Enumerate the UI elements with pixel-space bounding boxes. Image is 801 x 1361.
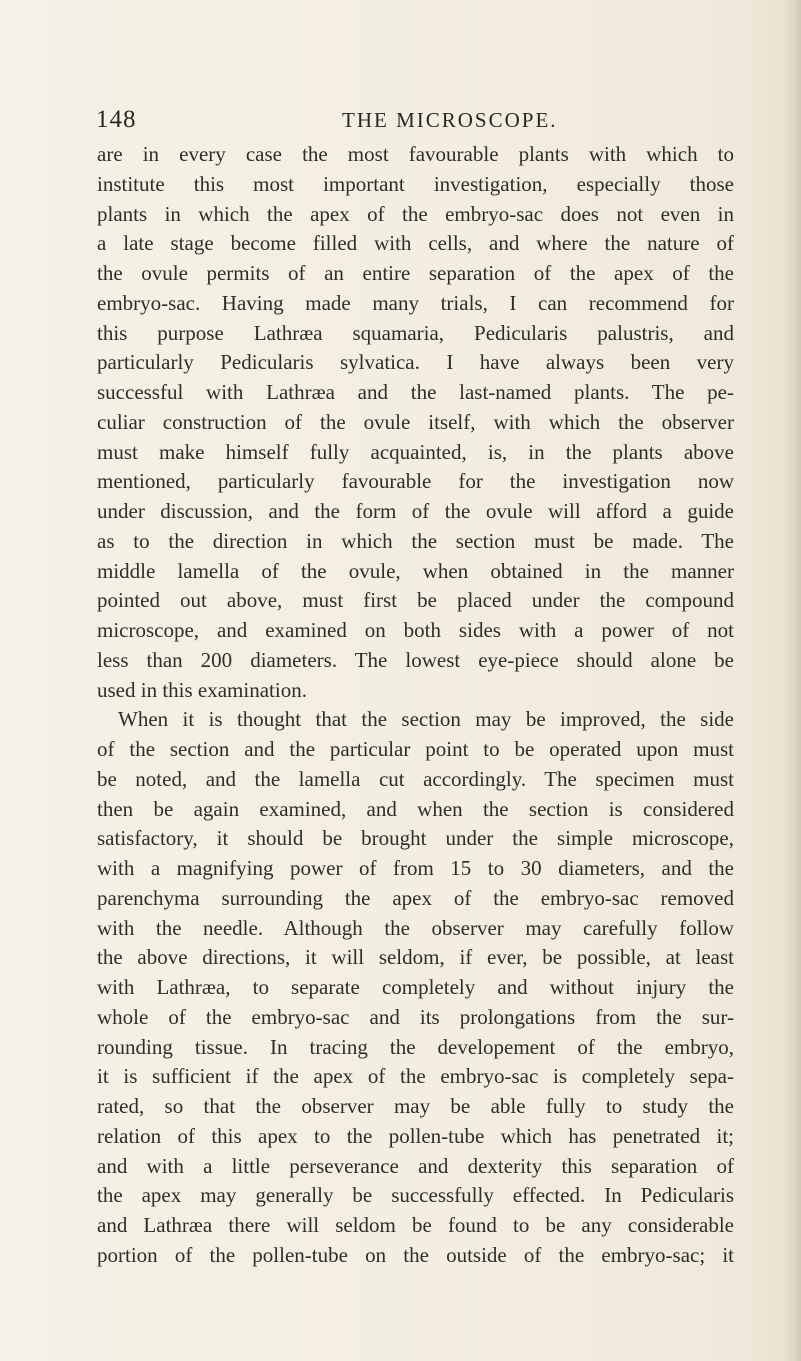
text-line: middle lamella of the ovule, when obtained in the manner bbox=[97, 558, 734, 583]
text-line: under discussion, and the form of the ovule will afford a guide bbox=[97, 499, 734, 523]
text-line: with Lathræa, to separate completely and without injury the bbox=[97, 975, 734, 999]
text-line: with the needle. Although the observer may carefully follow bbox=[97, 915, 734, 940]
text-line: it is sufficient if the apex of the embryo-sac is completely sepa- bbox=[97, 1064, 734, 1089]
text-line: plants in which the apex of the embryo-sac does not even in bbox=[97, 201, 734, 226]
text-line: be noted, and the lamella cut accordingly. The specimen must bbox=[97, 766, 734, 791]
text-line: rounding tissue. In tracing the developement of the embryo, bbox=[97, 1034, 734, 1059]
running-head: THE MICROSCOPE. bbox=[342, 108, 558, 132]
text-line: the apex may generally be successfully effected. In Pedicularis bbox=[97, 1183, 734, 1208]
paragraph-2 bbox=[97, 705, 734, 1270]
paragraph-1 bbox=[97, 140, 734, 705]
text-line: satisfactory, it should be brought under the simple microscope, bbox=[97, 826, 734, 851]
text-line: institute this most important investigation, especially those bbox=[97, 171, 734, 196]
page-edge-shadow bbox=[783, 0, 801, 1361]
text-line: and Lathræa there will seldom be found to be any considerable bbox=[97, 1213, 734, 1237]
text-line: as to the direction in which the section must be made. The bbox=[97, 528, 734, 553]
text-line: pointed out above, must first be placed under the compound bbox=[97, 588, 734, 613]
text-line: used in this examination. bbox=[97, 677, 307, 702]
text-line: and with a little perseverance and dexterity this separation of bbox=[97, 1153, 734, 1178]
text-line: less than 200 diameters. The lowest eye-piece should alone be bbox=[97, 647, 734, 672]
text-line: culiar construction of the ovule itself, with which the observer bbox=[97, 409, 734, 434]
text-line: with a magnifying power of from 15 to 30 diameters, and the bbox=[97, 856, 734, 880]
text-line: particularly Pedicularis sylvatica. I have always been very bbox=[97, 350, 734, 375]
text-line: rated, so that the observer may be able fully to study the bbox=[97, 1094, 734, 1118]
text-line: successful with Lathræa and the last-named plants. The pe- bbox=[97, 380, 734, 404]
body-text bbox=[97, 140, 734, 1271]
text-line: whole of the embryo-sac and its prolongations from the sur- bbox=[97, 1004, 734, 1029]
text-line: microscope, and examined on both sides with a power of not bbox=[97, 618, 734, 642]
page-number: 148 bbox=[96, 106, 137, 133]
text-line: When it is thought that the section may be improved, the side bbox=[118, 707, 734, 732]
text-line: relation of this apex to the pollen-tube which has penetrated it; bbox=[97, 1123, 734, 1148]
text-line: this purpose Lathræa squamaria, Pedicularis palustris, and bbox=[97, 320, 734, 345]
text-line: must make himself fully acquainted, is, in the plants above bbox=[97, 439, 734, 464]
text-line: mentioned, particularly favourable for the investigation now bbox=[97, 469, 734, 494]
text-line: then be again examined, and when the section is considered bbox=[97, 796, 734, 821]
text-line: embryo-sac. Having made many trials, I can recommend for bbox=[97, 290, 734, 315]
text-line: the ovule permits of an entire separation of the apex of the bbox=[97, 261, 734, 285]
page-header bbox=[96, 106, 736, 136]
text-line: the above directions, it will seldom, if ever, be possible, at least bbox=[97, 945, 734, 970]
text-line: are in every case the most favourable plants with which to bbox=[97, 142, 734, 166]
text-line: portion of the pollen-tube on the outside of the embryo-sac; it bbox=[97, 1242, 734, 1267]
text-line: of the section and the particular point to be operated upon must bbox=[97, 737, 734, 761]
text-line: a late stage become filled with cells, and where the nature of bbox=[97, 231, 734, 256]
text-line: parenchyma surrounding the apex of the embryo-sac removed bbox=[97, 885, 734, 910]
